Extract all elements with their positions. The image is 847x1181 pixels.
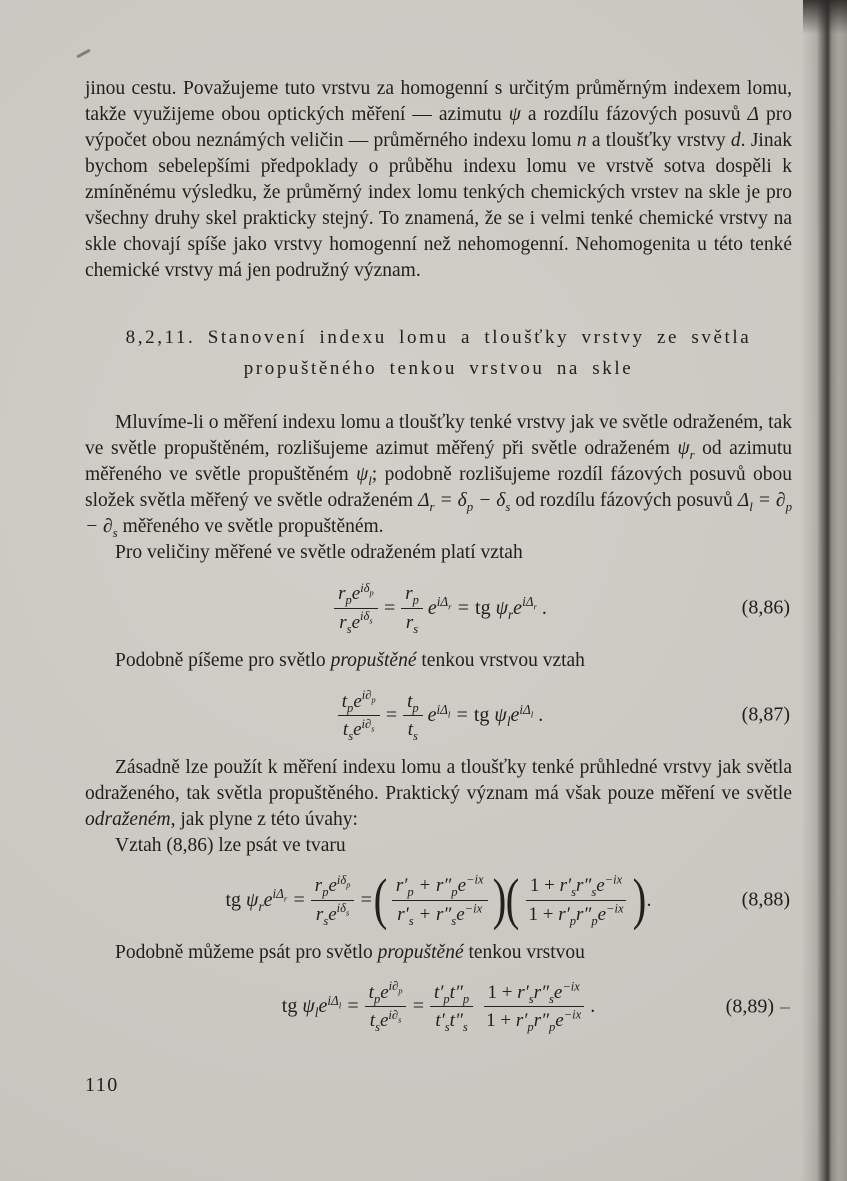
equation-body: tg $\psi_le^{i\Delta_l}$ = $\frac{t_pe^{i\partial_p}}{t_se^{i\partial_s}}$ = $\frac{t'_pt''_p}{t'_st''_s}$ $\frac{1 + r'_sr''_se^{-ix}}{1 + r'_pr''_pe^{-ix}}$ . xyxy=(281,979,596,1035)
equation-body: $\frac{t_pe^{i\partial_p}}{t_se^{i\partial_s}}$ = $\frac{t_p}{t_s}$ $e^{i\Delta_l}$ = tg $\psi_le^{i\Delta_l}$ . xyxy=(334,690,543,743)
paragraph-continuation: jinou cestu. Považujeme tuto vrstvu za homogenní s určitým průměrným indexem lomu, takže využijeme obou optických měření — azimutu ψ a rozdílu fázových posuvů Δ pro výpočet obou neznámých veličin — průměrného indexu lomu n a tloušťky vrstvy d. Jinak bychom sebelepšími předpoklady o průběhu indexu lomu ve vrstvě sotva dospěli k zmíněnému výsledku, že průměrný index lomu tenkých chemických vrstev na skle je pro všechny druhy skel prakticky stejný. To znamená, že se i velmi tenké chemické vrstvy na skle chovají spíše jako vrstvy homogenní než nehomogenní. Nehomogenita u této tenké chemické vrstvy má jen podružný význam. xyxy=(85,78,792,281)
equation-tag: (8,89) – xyxy=(725,995,790,1018)
page-number: 110 xyxy=(85,1074,119,1096)
margin-dash-mark: – xyxy=(780,995,790,1018)
equation-tag: (8,86) xyxy=(741,596,790,619)
paragraph-intro: Mluvíme-li o měření indexu lomu a tloušťky tenké vrstvy jak ve světle odraženém, tak ve světle propuštěném, rozlišujeme azimut měřený při světle odraženém $\psi_r$ od azimutu měřeného ve světle propuštěném $\psi_l$; podobně rozlišujeme rozdíl fázových posuvů obou složek světla měřený ve světle odraženém $\Delta_r = \delta_p - \delta_s$ od rozdílu fázových posuvů $\Delta_l = \partial_p - \partial_s$ měřeného ve světle propuštěném. xyxy=(85,412,793,540)
paragraph-discussion: Zásadně lze použít k měření indexu lomu a tloušťky tenké průhledné vrstvy jak světla odraženého, tak světla propuštěného. Praktický význam má však pouze měření ve světle odraženém, jak plyne z této úvahy: xyxy=(85,757,792,830)
page-corner-shadow xyxy=(803,0,847,34)
paragraph-lead-eq89: Podobně můžeme psát pro světlo propuštěné tenkou vrstvou xyxy=(115,941,585,963)
equation-tag: (8,87) xyxy=(741,703,790,726)
equation-body: tg $\psi_re^{i\Delta_r}$ = $\frac{r_pe^{i\delta_p}}{r_se^{i\delta_s}}$ = ( $\frac{r'_p + r''_pe^{-ix}}{r'_s + r''_se^{-ix}}$ ) ( $\frac{1 + r'_sr''_se^{-ix}}{1 + r'_pr''_pe^{-ix}}$ ) . xyxy=(225,868,652,932)
paragraph-lead-eq87: Podobně píšeme pro světlo propuštěné tenkou vrstvou vztah xyxy=(115,649,585,671)
text-column xyxy=(85,76,792,1046)
paragraph-lead-eq86: Pro veličiny měřené ve světle odraženém platí vztah xyxy=(115,542,523,563)
equation-8-86 xyxy=(85,581,792,635)
section-heading-line2: propuštěného tenkou vrstvou na skle xyxy=(243,358,634,379)
equation-8-88 xyxy=(85,868,792,932)
equation-body: $\frac{r_pe^{i\delta_p}}{r_se^{i\delta_s}}$ = $\frac{r_p}{r_s}$ $e^{i\Delta_r}$ = tg $\psi_re^{i\Delta_r}$ . xyxy=(330,582,547,635)
paragraph-lead-eq88: Vztah (8,86) lze psát ve tvaru xyxy=(115,835,346,856)
equation-8-89 xyxy=(85,981,792,1034)
equation-tag: (8,88) xyxy=(741,888,790,911)
stray-pen-mark xyxy=(76,49,91,59)
section-heading-line1: 8,2,11. Stanovení indexu lomu a tloušťky vrstvy ze světla xyxy=(125,327,752,348)
page-edge-shadow xyxy=(801,0,847,1181)
equation-8-87 xyxy=(85,689,792,743)
section-heading xyxy=(85,322,792,384)
